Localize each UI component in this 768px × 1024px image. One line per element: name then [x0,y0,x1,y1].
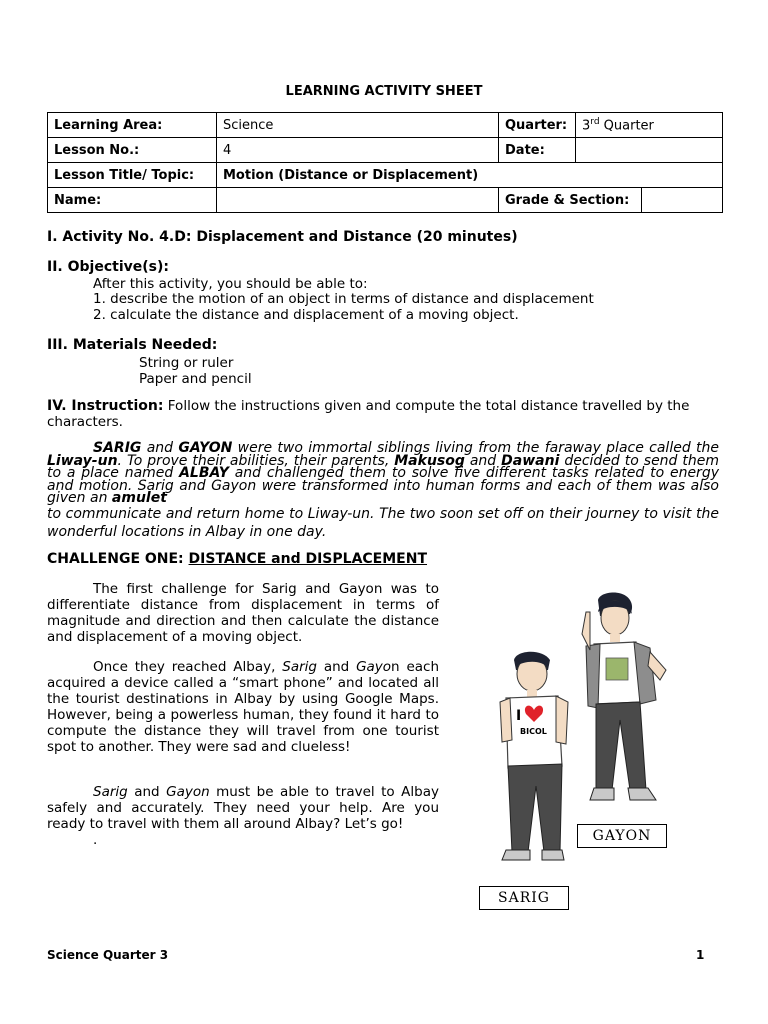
objectives-intro: After this activity, you should be able to: [93,276,368,292]
info-table [47,112,723,213]
gayon-label: GAYON [577,824,667,848]
instruction-text: Follow the instructions given and compute the total distance travelled by the characters. [47,398,690,430]
lesson-no-value: 4 [217,138,499,163]
paragraph-first-challenge: The first challenge for Sarig and Gayon was to differentiate distance from displacement in terms of magnitude and direction and then calculate the distance and displacement of a moving object. [47,581,439,645]
paragraph-dot: . [93,832,98,848]
shirt-text-i: I [516,708,522,724]
instruction-label: IV. Instruction: [47,398,164,414]
learning-area-value: Science [217,113,499,138]
material-item-1: String or ruler [139,355,234,371]
material-item-2: Paper and pencil [139,371,252,387]
story-paragraph-continued: to communicate and return home to Liway-un. The two soon set off on their journey to visit the wonderful locations in Albay in one day. [47,506,719,540]
shirt-text-bicol: BICOL [520,727,547,736]
sarig-label: SARIG [479,886,569,910]
learning-area-label: Learning Area: [48,113,217,138]
quarter-value: 3rd Quarter [576,113,723,138]
name-label: Name: [48,188,217,213]
footer-left: Science Quarter 3 [47,948,169,962]
challenge-heading: CHALLENGE ONE: DISTANCE and DISPLACEMENT [47,551,428,567]
sarig-figure [500,652,568,860]
date-label: Date: [499,138,576,163]
instruction-paragraph [47,398,723,430]
objectives-heading: II. Objective(s): [47,259,169,275]
page-title: LEARNING ACTIVITY SHEET [285,84,483,99]
name-field[interactable] [217,188,499,213]
quarter-label: Quarter: [499,113,576,138]
lesson-title-value: Motion (Distance or Displacement) [217,163,723,188]
paragraph-smart-phone: Once they reached Albay, Sarig and Gayon each acquired a device called a “smart phone” and located all the tourist destinations in Albay by using Google Maps. However, being a powerless human, they found it hard to compute the distance they will travel from one tourist spot to another. They were sad and clueless! [47,659,440,755]
lesson-no-label: Lesson No.: [48,138,217,163]
activity-heading: I. Activity No. 4.D: Displacement and Distance (20 minutes) [47,229,518,245]
story-paragraph: SARIG and GAYON were two immortal siblings living from the faraway place called the Liway-un. To prove their abilities, their parents, Makusog and Dawani decided to send them to a place named ALBAY and challenged them to solve five different tasks related to energy and motion. Sarig and Gayon were transformed into human forms and each of them was also given an amulet [47,440,720,506]
objective-item-1: 1. describe the motion of an object in terms of distance and displacement [93,291,594,307]
challenge-title: DISTANCE and DISPLACEMENT [188,551,428,567]
grade-section-field[interactable] [642,188,723,213]
paragraph-travel: Sarig and Gayon must be able to travel to Albay safely and accurately. They need your help. Are you ready to travel with them all around Albay? Let’s go! [47,784,439,832]
date-field[interactable] [576,138,723,163]
lesson-title-label: Lesson Title/ Topic: [48,163,217,188]
grade-section-label: Grade & Section: [499,188,642,213]
materials-heading: III. Materials Needed: [47,337,218,353]
objective-item-2: 2. calculate the distance and displacement of a moving object. [93,307,519,323]
gayon-figure [582,593,666,800]
page-number: 1 [696,948,705,962]
